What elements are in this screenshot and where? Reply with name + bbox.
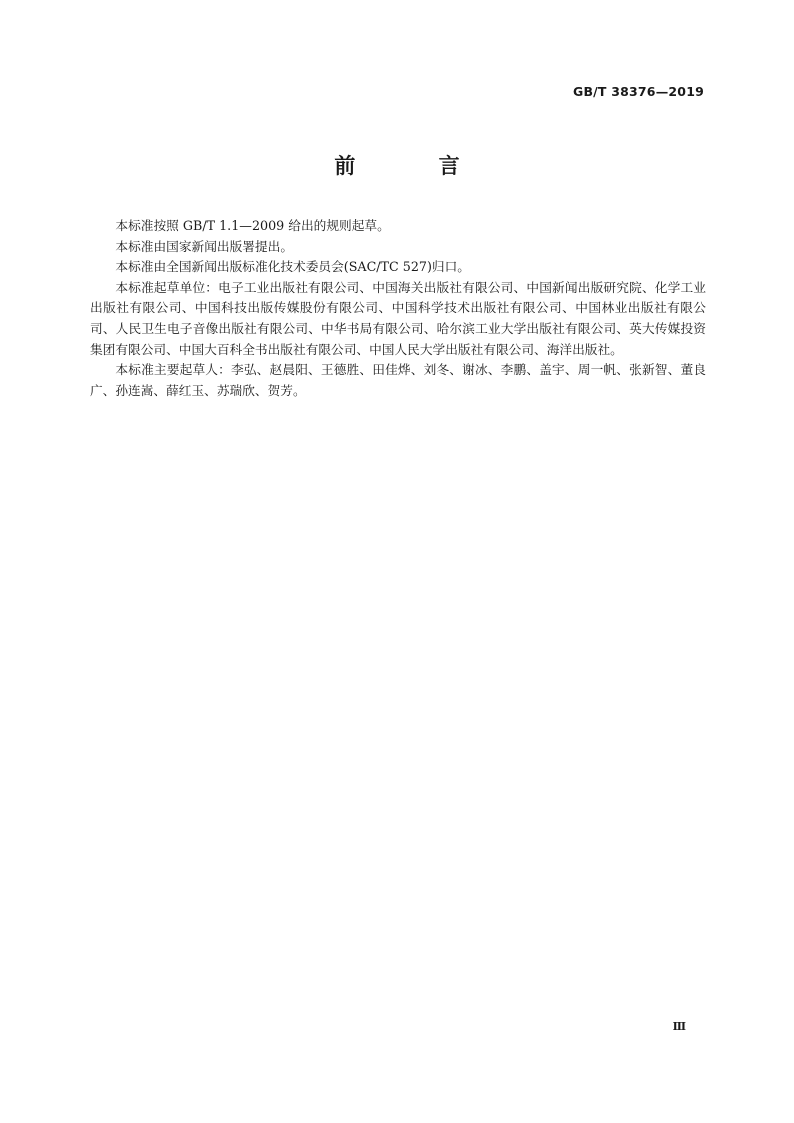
paragraph-committee: 本标准由全国新闻出版标准化技术委员会(SAC/TC 527)归口。 <box>115 259 470 275</box>
page-number: Ⅲ <box>672 1020 686 1033</box>
paragraph-proposer: 本标准由国家新闻出版署提出。 <box>115 238 294 254</box>
paragraph-drafters: 本标准主要起草人：李弘、赵晨阳、王德胜、田佳烨、刘冬、谢冰、李鹏、盖宇、周一帆、张新智、董良广、孙连嵩、薛红玉、苏瑞欣、贺芳。 <box>90 362 706 398</box>
standard-code: GB/T 38376—2019 <box>572 84 704 99</box>
preface-body <box>90 216 706 401</box>
section-title: 前 言 <box>334 154 498 178</box>
paragraph-drafting-rules: 本标准按照 GB/T 1.1—2009 给出的规则起草。 <box>115 218 390 233</box>
paragraph-drafting-units: 本标准起草单位：电子工业出版社有限公司、中国海关出版社有限公司、中国新闻出版研究院、化学工业出版社有限公司、中国科技出版传媒股份有限公司、中国科学技术出版社有限公司、中国林业出版社有限公司、人民卫生电子音像出版社有限公司、中华书局有限公司、哈尔滨工业大学出版社有限公司、英大传媒投资集团有限公司、中国大百科全书出版社有限公司、中国人民大学出版社有限公司、海洋出版社。 <box>90 279 706 357</box>
